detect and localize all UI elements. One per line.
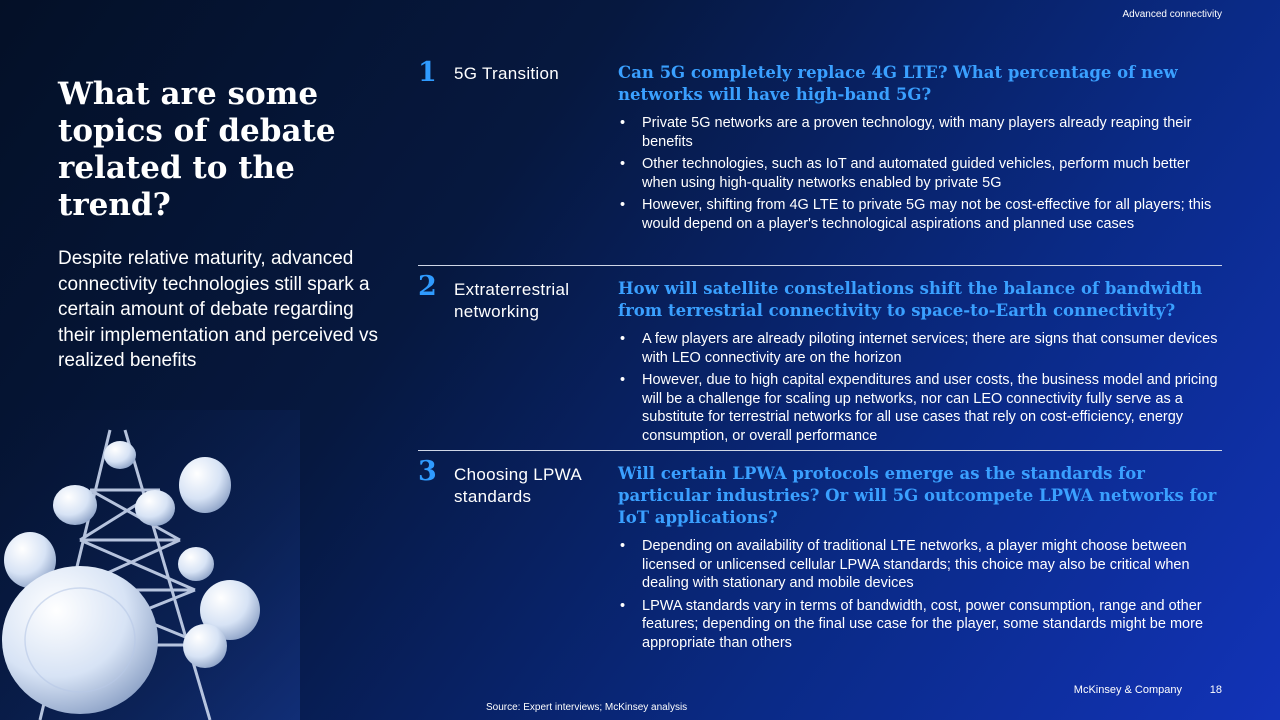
topic-question: How will satellite constellations shift the balance of bandwidth from terrestrial connectivity to space-to-Earth connectivity? xyxy=(618,279,1203,320)
footer-company: McKinsey & Company xyxy=(1073,684,1182,696)
topic-name: Choosing LPWA standards xyxy=(454,465,582,506)
bullet-item: • A few players are already piloting internet services; there are signs that consumer devices with LEO connectivity are on the horizon xyxy=(618,330,1222,367)
telecom-antenna-tower-icon xyxy=(0,410,300,720)
page-title: What are some topics of debate related to the trend? xyxy=(58,76,336,223)
topic-number: 3 xyxy=(418,456,437,487)
bullet-item: • LPWA standards vary in terms of bandwidth, cost, power consumption, range and other features; depending on the final use case for the player, some standards might be more appropriate than others xyxy=(618,597,1222,653)
bullet-item: • Depending on availability of traditional LTE networks, a player might choose between licensed or unlicensed cellular LPWA standards; this choice may also be critical when dealing with stationary and mobile devices xyxy=(618,537,1222,593)
topic-bullets xyxy=(618,537,1222,652)
topic-name: Extraterrestrial networking xyxy=(454,280,570,321)
bullet-item: • However, due to high capital expenditures and user costs, the business model and pricing will be a challenge for scaling up networks, nor can LEO connectivity fully serve as a substitute for terrestrial networks for all use cases that rely on cost-efficiency, energy consumption, or overall performance xyxy=(618,371,1222,445)
debate-topics-list xyxy=(418,58,1222,651)
intro-text: Despite relative maturity, advanced connectivity technologies still spark a certain amount of debate regarding their implementation and perceived vs realized benefits xyxy=(58,248,379,371)
source-note: Source: Expert interviews; McKinsey analysis xyxy=(486,702,688,713)
topic-extraterrestrial-networking xyxy=(418,266,1222,451)
bullet-item: • Private 5G networks are a proven technology, with many players already reaping their benefits xyxy=(618,114,1222,151)
topic-bullets xyxy=(618,330,1222,445)
bullet-item: • However, shifting from 4G LTE to private 5G may not be cost-effective for all players; this would depend on a player's technological aspirations and planned use cases xyxy=(618,196,1222,233)
topic-question: Can 5G completely replace 4G LTE? What percentage of new networks will have high-band 5G? xyxy=(618,63,1178,104)
topic-number: 1 xyxy=(418,57,437,88)
page-number: 18 xyxy=(1209,684,1222,696)
topic-number: 2 xyxy=(418,271,437,302)
bullet-item: • Other technologies, such as IoT and automated guided vehicles, perform much better when using high-quality networks enabled by private 5G xyxy=(618,155,1222,192)
topic-5g-transition xyxy=(418,58,1222,266)
topic-lpwa-standards xyxy=(418,451,1222,651)
topic-name: 5G Transition xyxy=(454,64,560,83)
topic-question: Will certain LPWA protocols emerge as the standards for particular industries? Or will 5G outcompete LPWA networks for IoT applications? xyxy=(618,464,1217,527)
topic-bullets xyxy=(618,114,1222,233)
section-label: Advanced connectivity xyxy=(1122,9,1222,20)
